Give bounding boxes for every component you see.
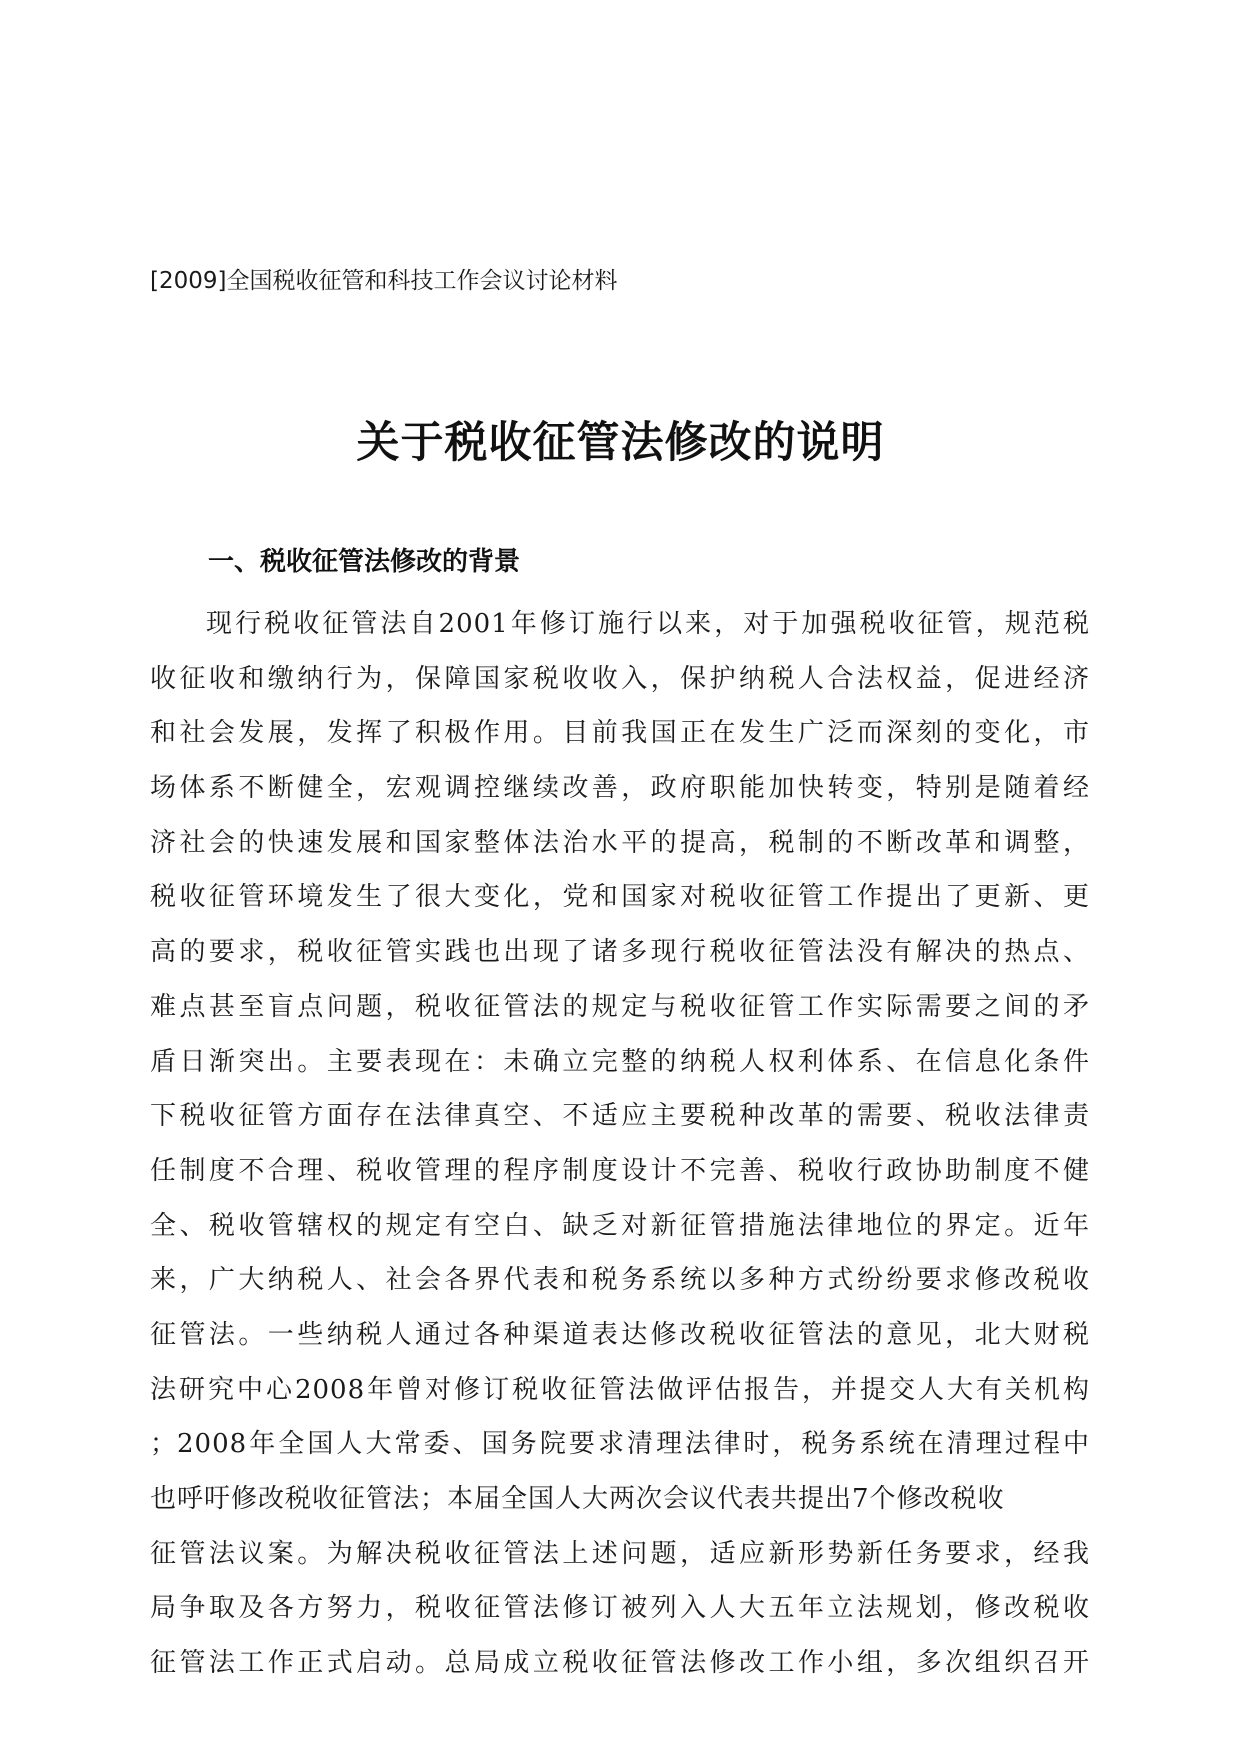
paragraph-line: 征管法工作正式启动。总局成立税收征管法修改工作小组，多次组织召开 (150, 1648, 1090, 1679)
paragraph-line: 也呼吁修改税收征管法；本届全国人大两次会议代表共提出7个修改税收 (150, 1484, 1005, 1514)
paragraph-line: 现行税收征管法自2001年修订施行以来，对于加强税收征管，规范税 (206, 609, 1090, 639)
paragraph-line: 任制度不合理、税收管理的程序制度设计不完善、税收行政协助制度不健 (150, 1155, 1090, 1186)
paragraph-line: 高的要求，税收征管实践也出现了诸多现行税收征管法没有解决的热点、 (150, 937, 1090, 968)
header-note: [2009]全国税收征管和科技工作会议讨论材料 (150, 268, 618, 294)
paragraph-line: 征管法。一些纳税人通过各种渠道表达修改税收征管法的意见，北大财税 (150, 1319, 1090, 1350)
paragraph-line: 场体系不断健全，宏观调控继续改善，政府职能加快转变，特别是随着经 (150, 773, 1090, 804)
section-heading: 一、税收征管法修改的背景 (208, 547, 521, 577)
paragraph-line: 税收征管环境发生了很大变化，党和国家对税收征管工作提出了更新、更 (150, 882, 1090, 913)
body-paragraph (150, 597, 1090, 1691)
paragraph-line: 和社会发展，发挥了积极作用。目前我国正在发生广泛而深刻的变化，市 (150, 718, 1090, 749)
paragraph-line: 盾日渐突出。主要表现在：未确立完整的纳税人权利体系、在信息化条件 (150, 1046, 1090, 1077)
paragraph-line: 收征收和缴纳行为，保障国家税收收入，保护纳税人合法权益，促进经济 (150, 663, 1090, 694)
document-title: 关于税收征管法修改的说明 (356, 418, 885, 468)
paragraph-line: 济社会的快速发展和国家整体法治水平的提高，税制的不断改革和调整， (150, 827, 1090, 858)
paragraph-line: 下税收征管方面存在法律真空、不适应主要税种改革的需要、税收法律责 (150, 1101, 1090, 1132)
paragraph-line: 全、税收管辖权的规定有空白、缺乏对新征管措施法律地位的界定。近年 (150, 1210, 1090, 1241)
paragraph-line: 来，广大纳税人、社会各界代表和税务系统以多种方式纷纷要求修改税收 (150, 1265, 1090, 1296)
paragraph-line: 征管法议案。为解决税收征管法上述问题，适应新形势新任务要求，经我 (150, 1538, 1090, 1569)
paragraph-line: 法研究中心2008年曾对修订税收征管法做评估报告，并提交人大有关机构 (150, 1374, 1090, 1405)
paragraph-line: 难点甚至盲点问题，税收征管法的规定与税收征管工作实际需要之间的矛 (150, 991, 1090, 1022)
paragraph-line: ；2008年全国人大常委、国务院要求清理法律时，税务系统在清理过程中 (150, 1429, 1090, 1460)
paragraph-line: 局争取及各方努力，税收征管法修订被列入人大五年立法规划，修改税收 (150, 1593, 1090, 1624)
